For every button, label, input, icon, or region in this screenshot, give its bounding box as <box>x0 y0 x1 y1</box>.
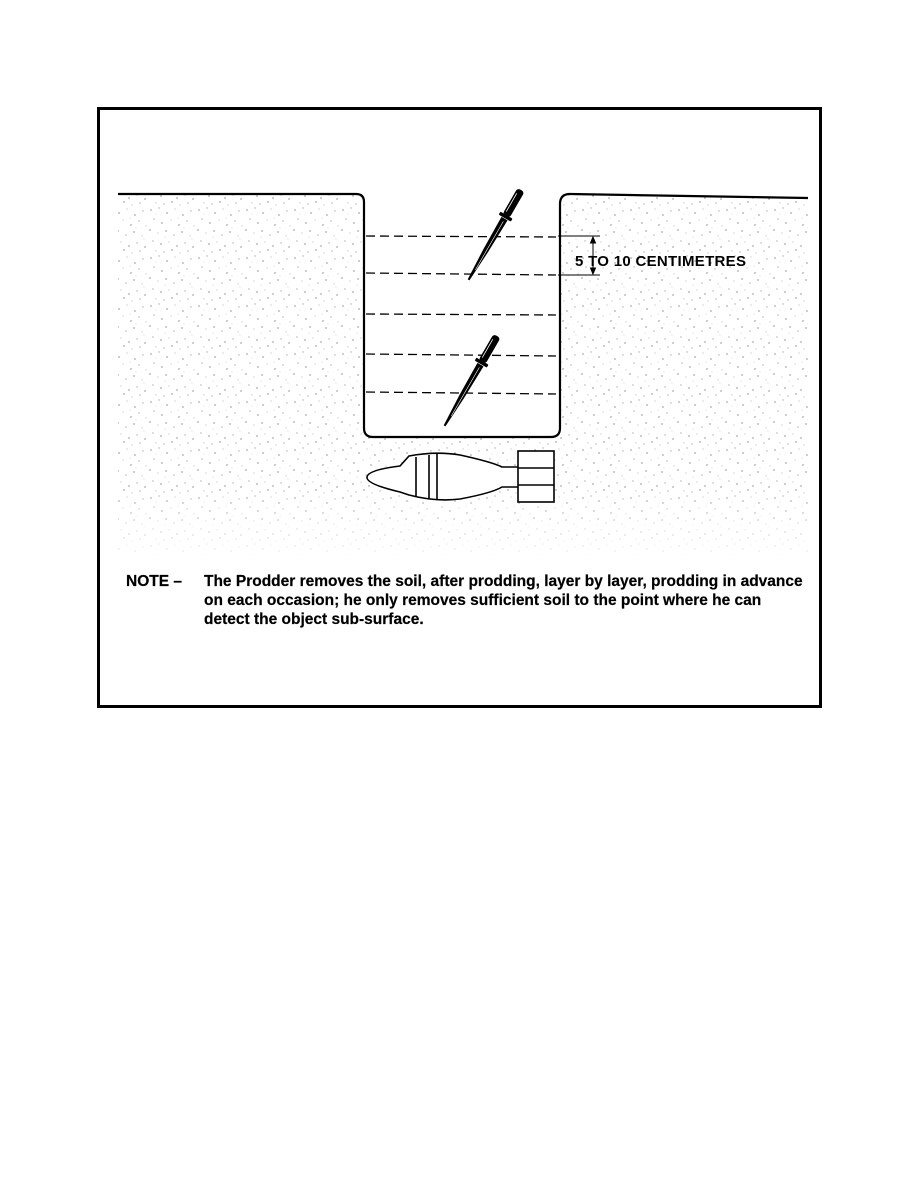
figure-frame <box>97 107 822 708</box>
note-label: NOTE – <box>126 573 182 590</box>
prodding-diagram <box>100 110 819 570</box>
note-text: The Prodder removes the soil, after prodding, layer by layer, prodding in advance on each occasion; he only removes sufficient soil to the point where he can detect the object sub-surface. <box>204 573 803 628</box>
dimension-label: 5 TO 10 CENTIMETRES <box>575 253 747 270</box>
